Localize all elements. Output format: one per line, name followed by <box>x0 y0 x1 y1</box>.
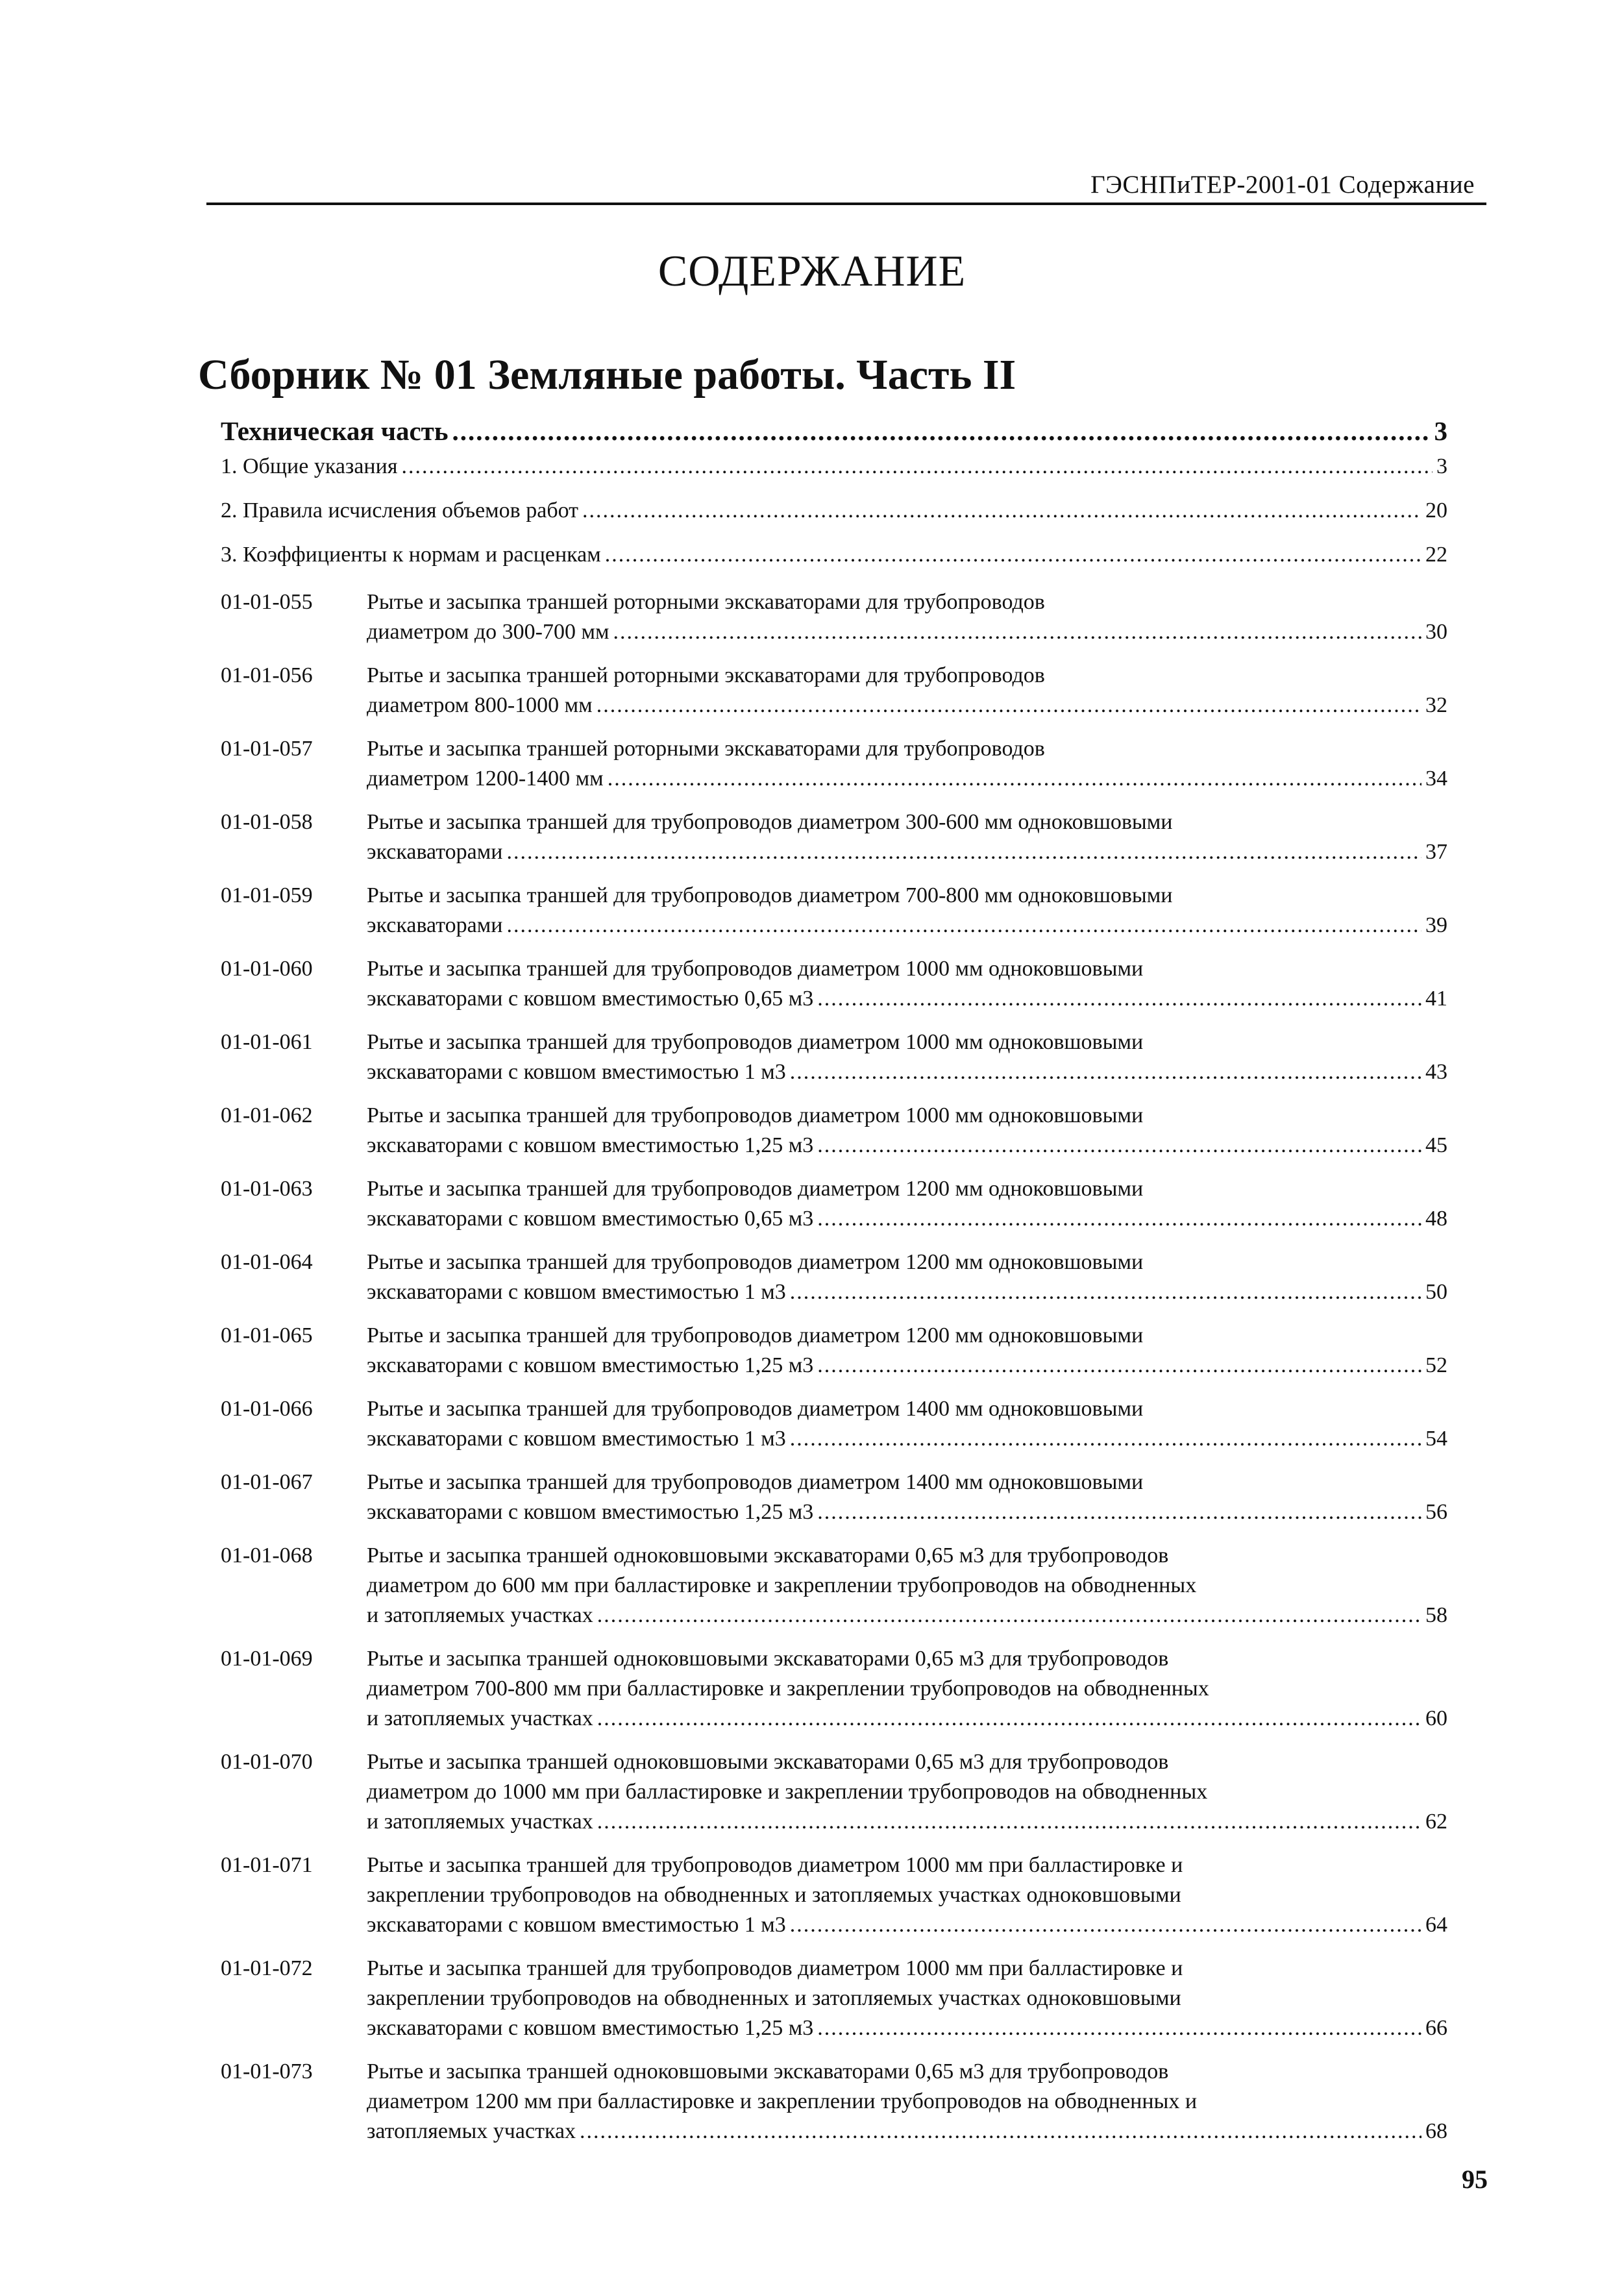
collection-title: Сборник № 01 Земляные работы. Часть II <box>198 351 1016 399</box>
toc-section-item[interactable] <box>221 543 1447 567</box>
toc-entry[interactable] <box>221 1394 1447 1454</box>
toc-entry[interactable] <box>221 1027 1447 1087</box>
toc-entry-description <box>367 1321 1447 1381</box>
toc-entry-page: 56 <box>1425 1500 1447 1524</box>
toc-entry[interactable] <box>221 1850 1447 1940</box>
toc-entry-page: 30 <box>1425 620 1447 644</box>
toc-entry-line: Рытье и засыпка траншей для трубопроводов диаметром 1400 мм одноковшовыми <box>367 1470 1144 1494</box>
toc-entry-line: экскаваторами с ковшом вместимостью 1,25 м3 <box>367 1353 814 1377</box>
toc-entry-code: 01-01-067 <box>221 1470 313 1494</box>
toc-entry-line: Рытье и засыпка траншей для трубопроводов диаметром 1200 мм одноковшовыми <box>367 1177 1144 1201</box>
toc-entry-description <box>367 1644 1447 1734</box>
toc-entry-code: 01-01-070 <box>221 1750 313 1774</box>
toc-entry-description <box>367 1027 1447 1087</box>
toc-entry-description <box>367 881 1447 940</box>
toc-entry-line: Рытье и засыпка траншей для трубопроводов диаметром 1200 мм одноковшовыми <box>367 1323 1144 1347</box>
toc-entry-line: диаметром 1200 мм при балластировке и закреплении трубопроводов на обводненных и <box>367 2089 1198 2113</box>
toc-entry-description <box>367 1747 1447 1837</box>
toc-entry-line: экскаваторами с ковшом вместимостью 1 м3 <box>367 1280 786 1304</box>
toc-entry[interactable] <box>221 1954 1447 2043</box>
toc-entry[interactable] <box>221 1644 1447 1734</box>
page-title: СОДЕРЖАНИЕ <box>658 246 966 295</box>
toc-entry-code: 01-01-059 <box>221 883 313 907</box>
toc-entry[interactable] <box>221 1101 1447 1161</box>
toc-entry-page: 64 <box>1425 1913 1447 1937</box>
toc-entry-last-line <box>367 1351 1447 1381</box>
leader-dots <box>613 617 1422 647</box>
toc-entry-line: Рытье и засыпка траншей одноковшовыми экскаваторами 0,65 м3 для трубопроводов <box>367 2059 1169 2083</box>
toc-section-item[interactable] <box>221 454 1447 479</box>
toc-entry-line: экскаваторами с ковшом вместимостью 1,25 м3 <box>367 1500 814 1524</box>
leader-dots <box>790 1910 1421 1940</box>
toc-entry-last-line <box>367 691 1447 720</box>
toc-entry-line: Рытье и засыпка траншей одноковшовыми экскаваторами 0,65 м3 для трубопроводов <box>367 1543 1169 1567</box>
toc-entry-code: 01-01-069 <box>221 1647 313 1671</box>
toc-entry-line: Рытье и засыпка траншей для трубопроводов диаметром 1400 мм одноковшовыми <box>367 1397 1144 1421</box>
toc-entry-last-line <box>367 984 1447 1014</box>
toc-section-item[interactable] <box>221 498 1447 523</box>
toc-entry-line: и затопляемых участках <box>367 1603 593 1627</box>
toc-entry-description <box>367 1850 1447 1940</box>
toc-entry-code: 01-01-056 <box>221 663 313 687</box>
leader-dots <box>817 1131 1421 1161</box>
toc-entry-code: 01-01-055 <box>221 590 313 614</box>
toc-entry-last-line <box>367 1704 1447 1734</box>
toc-entry-line: экскаваторами <box>367 913 503 937</box>
toc-entry-description <box>367 807 1447 867</box>
toc-entry-page: 37 <box>1425 840 1447 864</box>
toc-entry-last-line <box>367 1910 1447 1940</box>
leader-dots <box>506 837 1421 867</box>
toc-entry[interactable] <box>221 587 1447 647</box>
toc-entry-page: 52 <box>1425 1353 1447 1377</box>
toc-entry-page: 60 <box>1425 1706 1447 1730</box>
toc-entry-page: 54 <box>1425 1427 1447 1451</box>
toc-entry-line: и затопляемых участках <box>367 1706 593 1730</box>
leader-dots <box>597 1807 1421 1837</box>
toc-entry[interactable] <box>221 1541 1447 1630</box>
toc-entry-line: экскаваторами с ковшом вместимостью 1,25 м3 <box>367 2016 814 2040</box>
toc-entry-last-line <box>367 2117 1447 2146</box>
toc-entry-line: Рытье и засыпка траншей одноковшовыми экскаваторами 0,65 м3 для трубопроводов <box>367 1750 1169 1774</box>
toc-entry-line: экскаваторами <box>367 840 503 864</box>
leader-dots <box>605 543 1421 567</box>
toc-entry[interactable] <box>221 1174 1447 1234</box>
toc-entry-description <box>367 587 1447 647</box>
leader-dots <box>817 1204 1421 1234</box>
leader-dots <box>790 1277 1421 1307</box>
toc-entry-line: экскаваторами с ковшом вместимостью 1,25 м3 <box>367 1133 814 1157</box>
toc-entry-description <box>367 661 1447 720</box>
toc-entry-line: Рытье и засыпка траншей для трубопроводов диаметром 1000 мм при балластировке и <box>367 1853 1183 1877</box>
toc-entry-line: Рытье и засыпка траншей одноковшовыми экскаваторами 0,65 м3 для трубопроводов <box>367 1647 1169 1671</box>
toc-entry-line: Рытье и засыпка траншей для трубопроводов диаметром 1200 мм одноковшовыми <box>367 1250 1144 1274</box>
toc-entry-last-line <box>367 1424 1447 1454</box>
toc-entry-line: Рытье и засыпка траншей для трубопроводов диаметром 1000 мм при балластировке и <box>367 1956 1183 1980</box>
toc-entry-line: Рытье и засыпка траншей для трубопроводов диаметром 300-600 мм одноковшовыми <box>367 810 1173 834</box>
toc-entry-line: диаметром 800-1000 мм <box>367 693 593 717</box>
toc-section-page: 22 <box>1425 543 1447 567</box>
toc-entry[interactable] <box>221 954 1447 1014</box>
toc-entry[interactable] <box>221 1747 1447 1837</box>
toc-entry-last-line <box>367 1807 1447 1837</box>
toc-entry-code: 01-01-072 <box>221 1956 313 1980</box>
toc-entry-page: 41 <box>1425 987 1447 1011</box>
leader-dots <box>817 1497 1421 1527</box>
toc-entry-line: диаметром до 1000 мм при балластировке и закреплении трубопроводов на обводненных <box>367 1780 1208 1804</box>
toc-entry-line: Рытье и засыпка траншей роторными экскаваторами для трубопроводов <box>367 590 1045 614</box>
header-rule <box>206 203 1486 205</box>
toc-entry-code: 01-01-060 <box>221 957 313 981</box>
toc-entry-line: закреплении трубопроводов на обводненных и затопляемых участках одноковшовыми <box>367 1986 1181 2010</box>
toc-entry-last-line <box>367 764 1447 794</box>
toc-entry[interactable] <box>221 734 1447 794</box>
toc-entry-line: Рытье и засыпка траншей роторными экскаваторами для трубопроводов <box>367 663 1045 687</box>
toc-entry-page: 39 <box>1425 913 1447 937</box>
toc-entry-line: Рытье и засыпка траншей для трубопроводов диаметром 1000 мм одноковшовыми <box>367 1030 1144 1054</box>
toc-entry[interactable] <box>221 1321 1447 1381</box>
leader-dots <box>452 415 1431 447</box>
toc-entry-last-line <box>367 1497 1447 1527</box>
leader-dots <box>608 764 1421 794</box>
leader-dots <box>790 1057 1421 1087</box>
toc-entry-last-line <box>367 837 1447 867</box>
toc-entry-description <box>367 1954 1447 2043</box>
toc-entry-line: Рытье и засыпка траншей для трубопроводов диаметром 700-800 мм одноковшовыми <box>367 883 1173 907</box>
toc-entry-page: 32 <box>1425 693 1447 717</box>
toc-entry[interactable] <box>221 1468 1447 1527</box>
toc-entry-last-line <box>367 617 1447 647</box>
toc-technical-part-label: Техническая часть <box>221 416 449 446</box>
toc-entry-line: диаметром 700-800 мм при балластировке и закреплении трубопроводов на обводненных <box>367 1677 1209 1701</box>
toc-entry-line: Рытье и засыпка траншей роторными экскаваторами для трубопроводов <box>367 737 1045 761</box>
toc-entry-line: и затопляемых участках <box>367 1810 593 1834</box>
toc-entry-line: экскаваторами с ковшом вместимостью 0,65 м3 <box>367 1207 814 1231</box>
toc-entry-code: 01-01-071 <box>221 1853 313 1877</box>
toc-section-label: 2. Правила исчисления объемов работ <box>221 498 579 522</box>
running-header: ГЭСНПиТЕР-2001-01 Содержание <box>1090 171 1475 199</box>
toc-entry-page: 34 <box>1425 767 1447 791</box>
toc-entry-code: 01-01-057 <box>221 737 313 761</box>
toc-entry-code: 01-01-058 <box>221 810 313 834</box>
toc-entry-code: 01-01-063 <box>221 1177 313 1201</box>
toc-entry-description <box>367 954 1447 1014</box>
toc-entry-last-line <box>367 1277 1447 1307</box>
leader-dots <box>401 454 1433 479</box>
toc-entry-line: диаметром 1200-1400 мм <box>367 767 604 791</box>
toc-entry-last-line <box>367 1601 1447 1630</box>
toc-entry-page: 62 <box>1425 1810 1447 1834</box>
leader-dots <box>790 1424 1421 1454</box>
leader-dots <box>582 498 1421 523</box>
toc-entry[interactable] <box>221 881 1447 940</box>
toc-entry-last-line <box>367 911 1447 940</box>
toc-entry-description <box>367 734 1447 794</box>
toc-entry-last-line <box>367 2013 1447 2043</box>
toc-entry[interactable] <box>221 1247 1447 1307</box>
toc-entry-line: затопляемых участках <box>367 2119 576 2143</box>
toc-entry-code: 01-01-065 <box>221 1323 313 1347</box>
leader-dots <box>597 1704 1421 1734</box>
toc-entry-last-line <box>367 1204 1447 1234</box>
toc-entry-page: 66 <box>1425 2016 1447 2040</box>
toc-entry-code: 01-01-061 <box>221 1030 313 1054</box>
toc-entry-code: 01-01-064 <box>221 1250 313 1274</box>
toc-entry-description <box>367 1394 1447 1454</box>
toc-entry-code: 01-01-073 <box>221 2059 313 2083</box>
toc-entry[interactable] <box>221 661 1447 720</box>
toc-entry-description <box>367 1468 1447 1527</box>
toc-entry-page: 45 <box>1425 1133 1447 1157</box>
toc-entry-line: закреплении трубопроводов на обводненных и затопляемых участках одноковшовыми <box>367 1883 1181 1907</box>
toc-section-label: 1. Общие указания <box>221 454 398 478</box>
toc-entry-description <box>367 1174 1447 1234</box>
leader-dots <box>597 1601 1421 1630</box>
toc-entry-description <box>367 1541 1447 1630</box>
toc-entry[interactable] <box>221 807 1447 867</box>
leader-dots <box>580 2117 1421 2146</box>
toc-entry-line: экскаваторами с ковшом вместимостью 0,65 м3 <box>367 987 814 1011</box>
toc-entry[interactable] <box>221 2057 1447 2146</box>
toc-section-page: 3 <box>1436 454 1447 478</box>
toc-entry-page: 50 <box>1425 1280 1447 1304</box>
toc-entry-page: 58 <box>1425 1603 1447 1627</box>
toc-entry-description <box>367 2057 1447 2146</box>
toc-entry-code: 01-01-066 <box>221 1397 313 1421</box>
toc-entry-code: 01-01-068 <box>221 1543 313 1567</box>
toc-entry-line: Рытье и засыпка траншей для трубопроводов диаметром 1000 мм одноковшовыми <box>367 1103 1144 1127</box>
leader-dots <box>817 984 1421 1014</box>
toc-technical-part-page: 3 <box>1434 416 1447 446</box>
toc-section-page: 20 <box>1425 498 1447 522</box>
toc-section-label: 3. Коэффициенты к нормам и расценкам <box>221 543 601 567</box>
toc-entry-line: экскаваторами с ковшом вместимостью 1 м3 <box>367 1427 786 1451</box>
page-number: 95 <box>1462 2165 1488 2194</box>
leader-dots <box>597 691 1421 720</box>
toc-entry-description <box>367 1247 1447 1307</box>
toc-entry-description <box>367 1101 1447 1161</box>
leader-dots <box>817 2013 1421 2043</box>
leader-dots <box>506 911 1421 940</box>
toc-entry-line: Рытье и засыпка траншей для трубопроводов диаметром 1000 мм одноковшовыми <box>367 957 1144 981</box>
toc-entry-last-line <box>367 1057 1447 1087</box>
toc-entry-line: диаметром до 600 мм при балластировке и закреплении трубопроводов на обводненных <box>367 1573 1197 1597</box>
toc-entry-last-line <box>367 1131 1447 1161</box>
leader-dots <box>817 1351 1421 1381</box>
toc-entry-code: 01-01-062 <box>221 1103 313 1127</box>
toc-entry-line: диаметром до 300-700 мм <box>367 620 609 644</box>
toc-entry-page: 43 <box>1425 1060 1447 1084</box>
toc-technical-part[interactable] <box>221 415 1447 447</box>
toc-entry-line: экскаваторами с ковшом вместимостью 1 м3 <box>367 1913 786 1937</box>
toc-entry-page: 68 <box>1425 2119 1447 2143</box>
toc-entry-line: экскаваторами с ковшом вместимостью 1 м3 <box>367 1060 786 1084</box>
toc-entry-page: 48 <box>1425 1207 1447 1231</box>
